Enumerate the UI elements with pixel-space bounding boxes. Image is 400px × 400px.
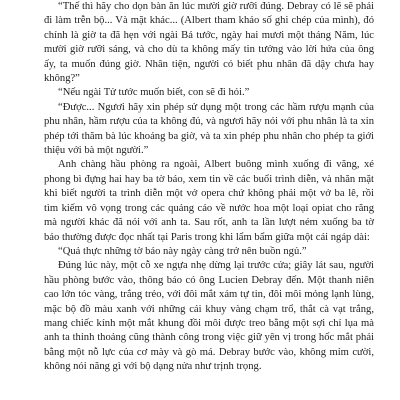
paragraph-boring-papers: “Quả thực những tờ báo này ngày càng trở nên buồn ngủ.” <box>58 245 307 257</box>
paragraph-wine-request: “Được... Ngươi hãy xin phép sử dụng một trong các hầm rượu mạnh của phu nhân, hầm rượu của ta không đủ, và ngươi hãy nói với phu nhân là ta xin phép tới thăm bà lúc khoảng ba giờ, và ta xin phép phu nhân cho phép ta giới thiệu với bà một người.” <box>44 101 374 157</box>
body-text <box>44 0 374 375</box>
paragraph-debray-arrives: Đúng lúc này, một cỗ xe ngựa nhẹ dừng lại trước cửa; giây lát sau, người hầu phòng bước vào, thông báo có ông Lucien Debray đến. Một thanh niên cao lớn tóc vàng, trắng trẻo, với đôi mắt xám tự tin, đôi môi mỏng lạnh lùng, mặc bộ đồ màu xanh với những cái khuy vàng chạm trổ, thắt cà vạt trắng, mang chiếc kính một mắt khung đồi môi được treo bằng một sợi chỉ lụa mà anh ta thỉnh thoảng cũng thành công trong việc giữ yên vị trong hốc mắt phải bằng một nỗ lực của cơ mày và gò má. Debray bước vào, không mỉm cười, không nói năng gì với bộ dạng nửa như trịnh trọng. <box>44 260 374 373</box>
paragraph-servant-reply: “Nếu ngài Tử tước muốn biết, con sẽ đi hỏi.” <box>58 87 250 99</box>
paragraph-albert-newspapers: Anh chàng hầu phòng ra ngoài, Albert buông mình xuống đi văng, xé phong bì đựng hai hay ba tờ báo, xem tin về các buổi trình diễn, và nhăn mặt khi biết người ta trình diễn một vở opera chứ không phải một vở ba lê, rồi tìm kiếm vô vọng trong các quảng cáo về nước hoa một loại opiat cho răng mà người khác đã nói với anh ta. Sau rốt, anh ta lần lượt ném xuống ba tờ báo thường được đọc nhất tại Paris trong khi lẩm bẩm giữa một cái ngáp dài: <box>44 159 374 243</box>
paragraph-dialogue-dinner: “Thế thì hãy cho dọn bàn ăn lúc mười giờ rưỡi đúng. Debray có lẽ sẽ phải đi làm trễn bộ... Và mặt khác... (Albert tham khảo số ghi chép của mình), đó chính là giờ ta đã hẹn với ngài Bá tước, ngày hai mươi một tháng Năm, lúc mười giờ rưỡi sáng, và cho dù ta không mấy tin tưởng vào lời hứa của ông ấy, ta muốn đúng giờ. Nhân tiện, người có biết phu nhân đã dậy chưa hay không?” <box>44 1 374 85</box>
